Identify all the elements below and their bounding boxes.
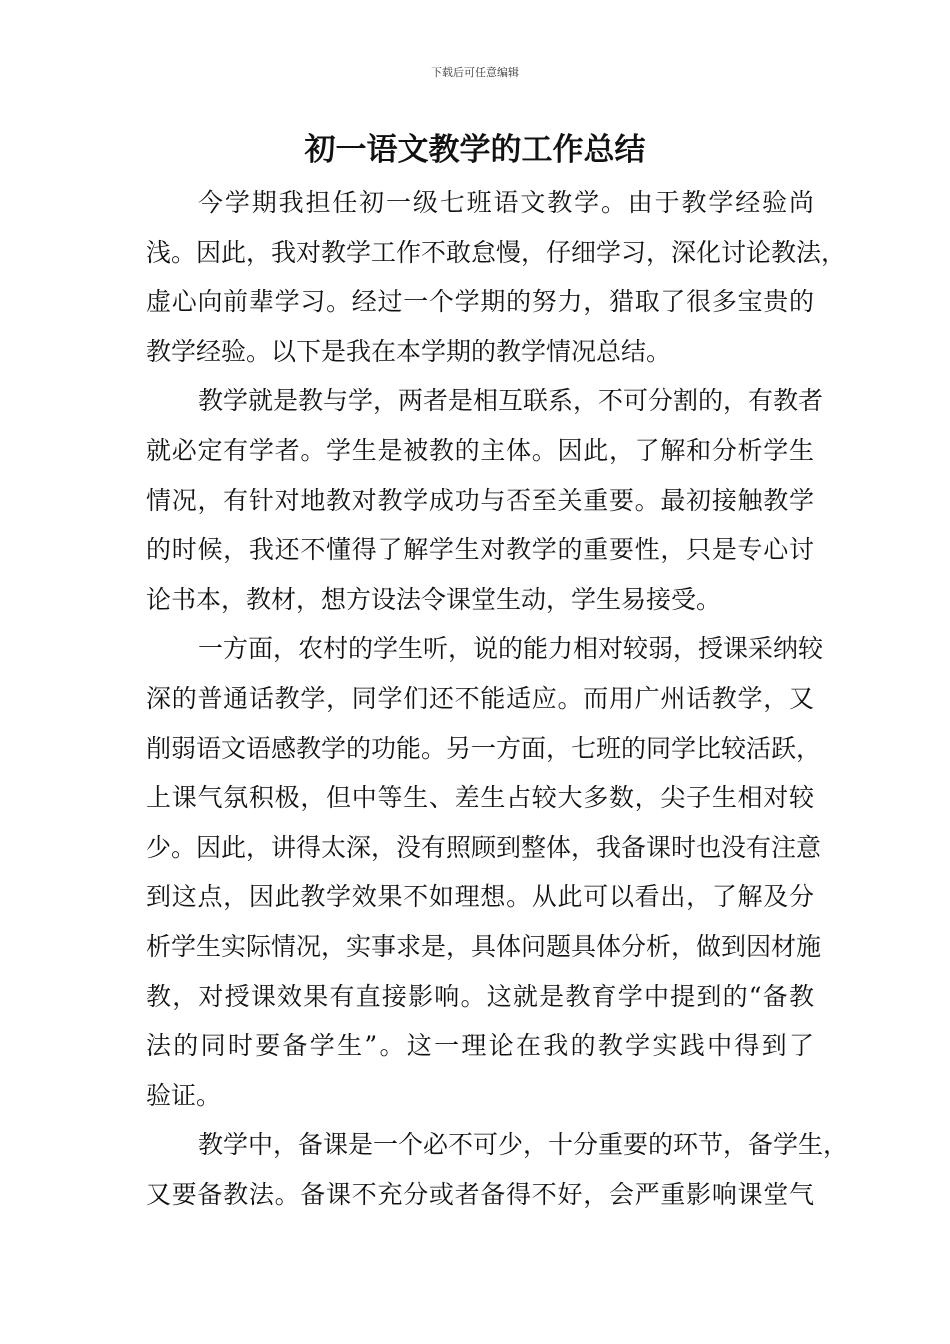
paragraph-1 bbox=[146, 178, 847, 376]
text-line: 析学生实际情况，实事求是，具体问题具体分析，做到因材施 bbox=[146, 931, 822, 961]
paragraph-3 bbox=[146, 624, 824, 1120]
text-line: 少。因此，讲得太深，没有照顾到整体，我备课时也没有注意 bbox=[146, 832, 822, 862]
document-title: 初一语文教学的工作总结 bbox=[304, 132, 646, 168]
text-line: 就必定有学者。学生是被教的主体。因此，了解和分析学生 bbox=[146, 435, 814, 465]
text-line: 虚心向前辈学习。经过一个学期的努力，猎取了很多宝贵的 bbox=[146, 287, 814, 317]
text-line: 的时候，我还不懂得了解学生对教学的重要性，只是专心讨 bbox=[146, 535, 814, 565]
text-line: 到这点，因此教学效果不如理想。从此可以看出，了解及分 bbox=[146, 882, 814, 912]
text-line: 今学期我担任初一级七班语文教学。由于教学经验尚 bbox=[198, 188, 814, 217]
paragraph-2 bbox=[146, 376, 824, 624]
text-line: 教学中，备课是一个必不可少，十分重要的环节，备学生， bbox=[198, 1130, 849, 1160]
document-body bbox=[146, 178, 849, 1219]
text-line: 论书本，教材，想方设法令课堂生动，学生易接受。 bbox=[146, 584, 722, 614]
text-line: 情况，有针对地教对教学成功与否至关重要。最初接触教学 bbox=[146, 485, 814, 515]
text-line: 一方面，农村的学生听，说的能力相对较弱，授课采纳较 bbox=[198, 634, 824, 664]
header-note: 下载后可任意编辑 bbox=[431, 66, 519, 79]
text-line: 削弱语文语感教学的功能。另一方面，七班的同学比较活跃， bbox=[146, 733, 822, 763]
text-line: 教，对授课效果有直接影响。这就是教育学中提到的“备教 bbox=[146, 981, 814, 1011]
text-line: 教学经验。以下是我在本学期的教学情况总结。 bbox=[146, 336, 672, 366]
text-line: 浅。因此，我对教学工作不敢怠慢，仔细学习，深化讨论教法， bbox=[146, 237, 847, 267]
text-line: 教学就是教与学，两者是相互联系，不可分割的，有教者 bbox=[198, 386, 824, 416]
paragraph-4 bbox=[146, 1120, 849, 1219]
text-line: 又要备教法。备课不充分或者备得不好，会严重影响课堂气 bbox=[146, 1179, 814, 1209]
text-line: 验证。 bbox=[146, 1080, 222, 1110]
text-line: 上课气氛积极，但中等生、差生占较大多数，尖子生相对较 bbox=[146, 783, 814, 813]
text-line: 深的普通话教学，同学们还不能适应。而用广州话教学，又 bbox=[146, 683, 814, 713]
text-line: 法的同时要备学生”。这一理论在我的教学实践中得到了 bbox=[146, 1031, 814, 1061]
